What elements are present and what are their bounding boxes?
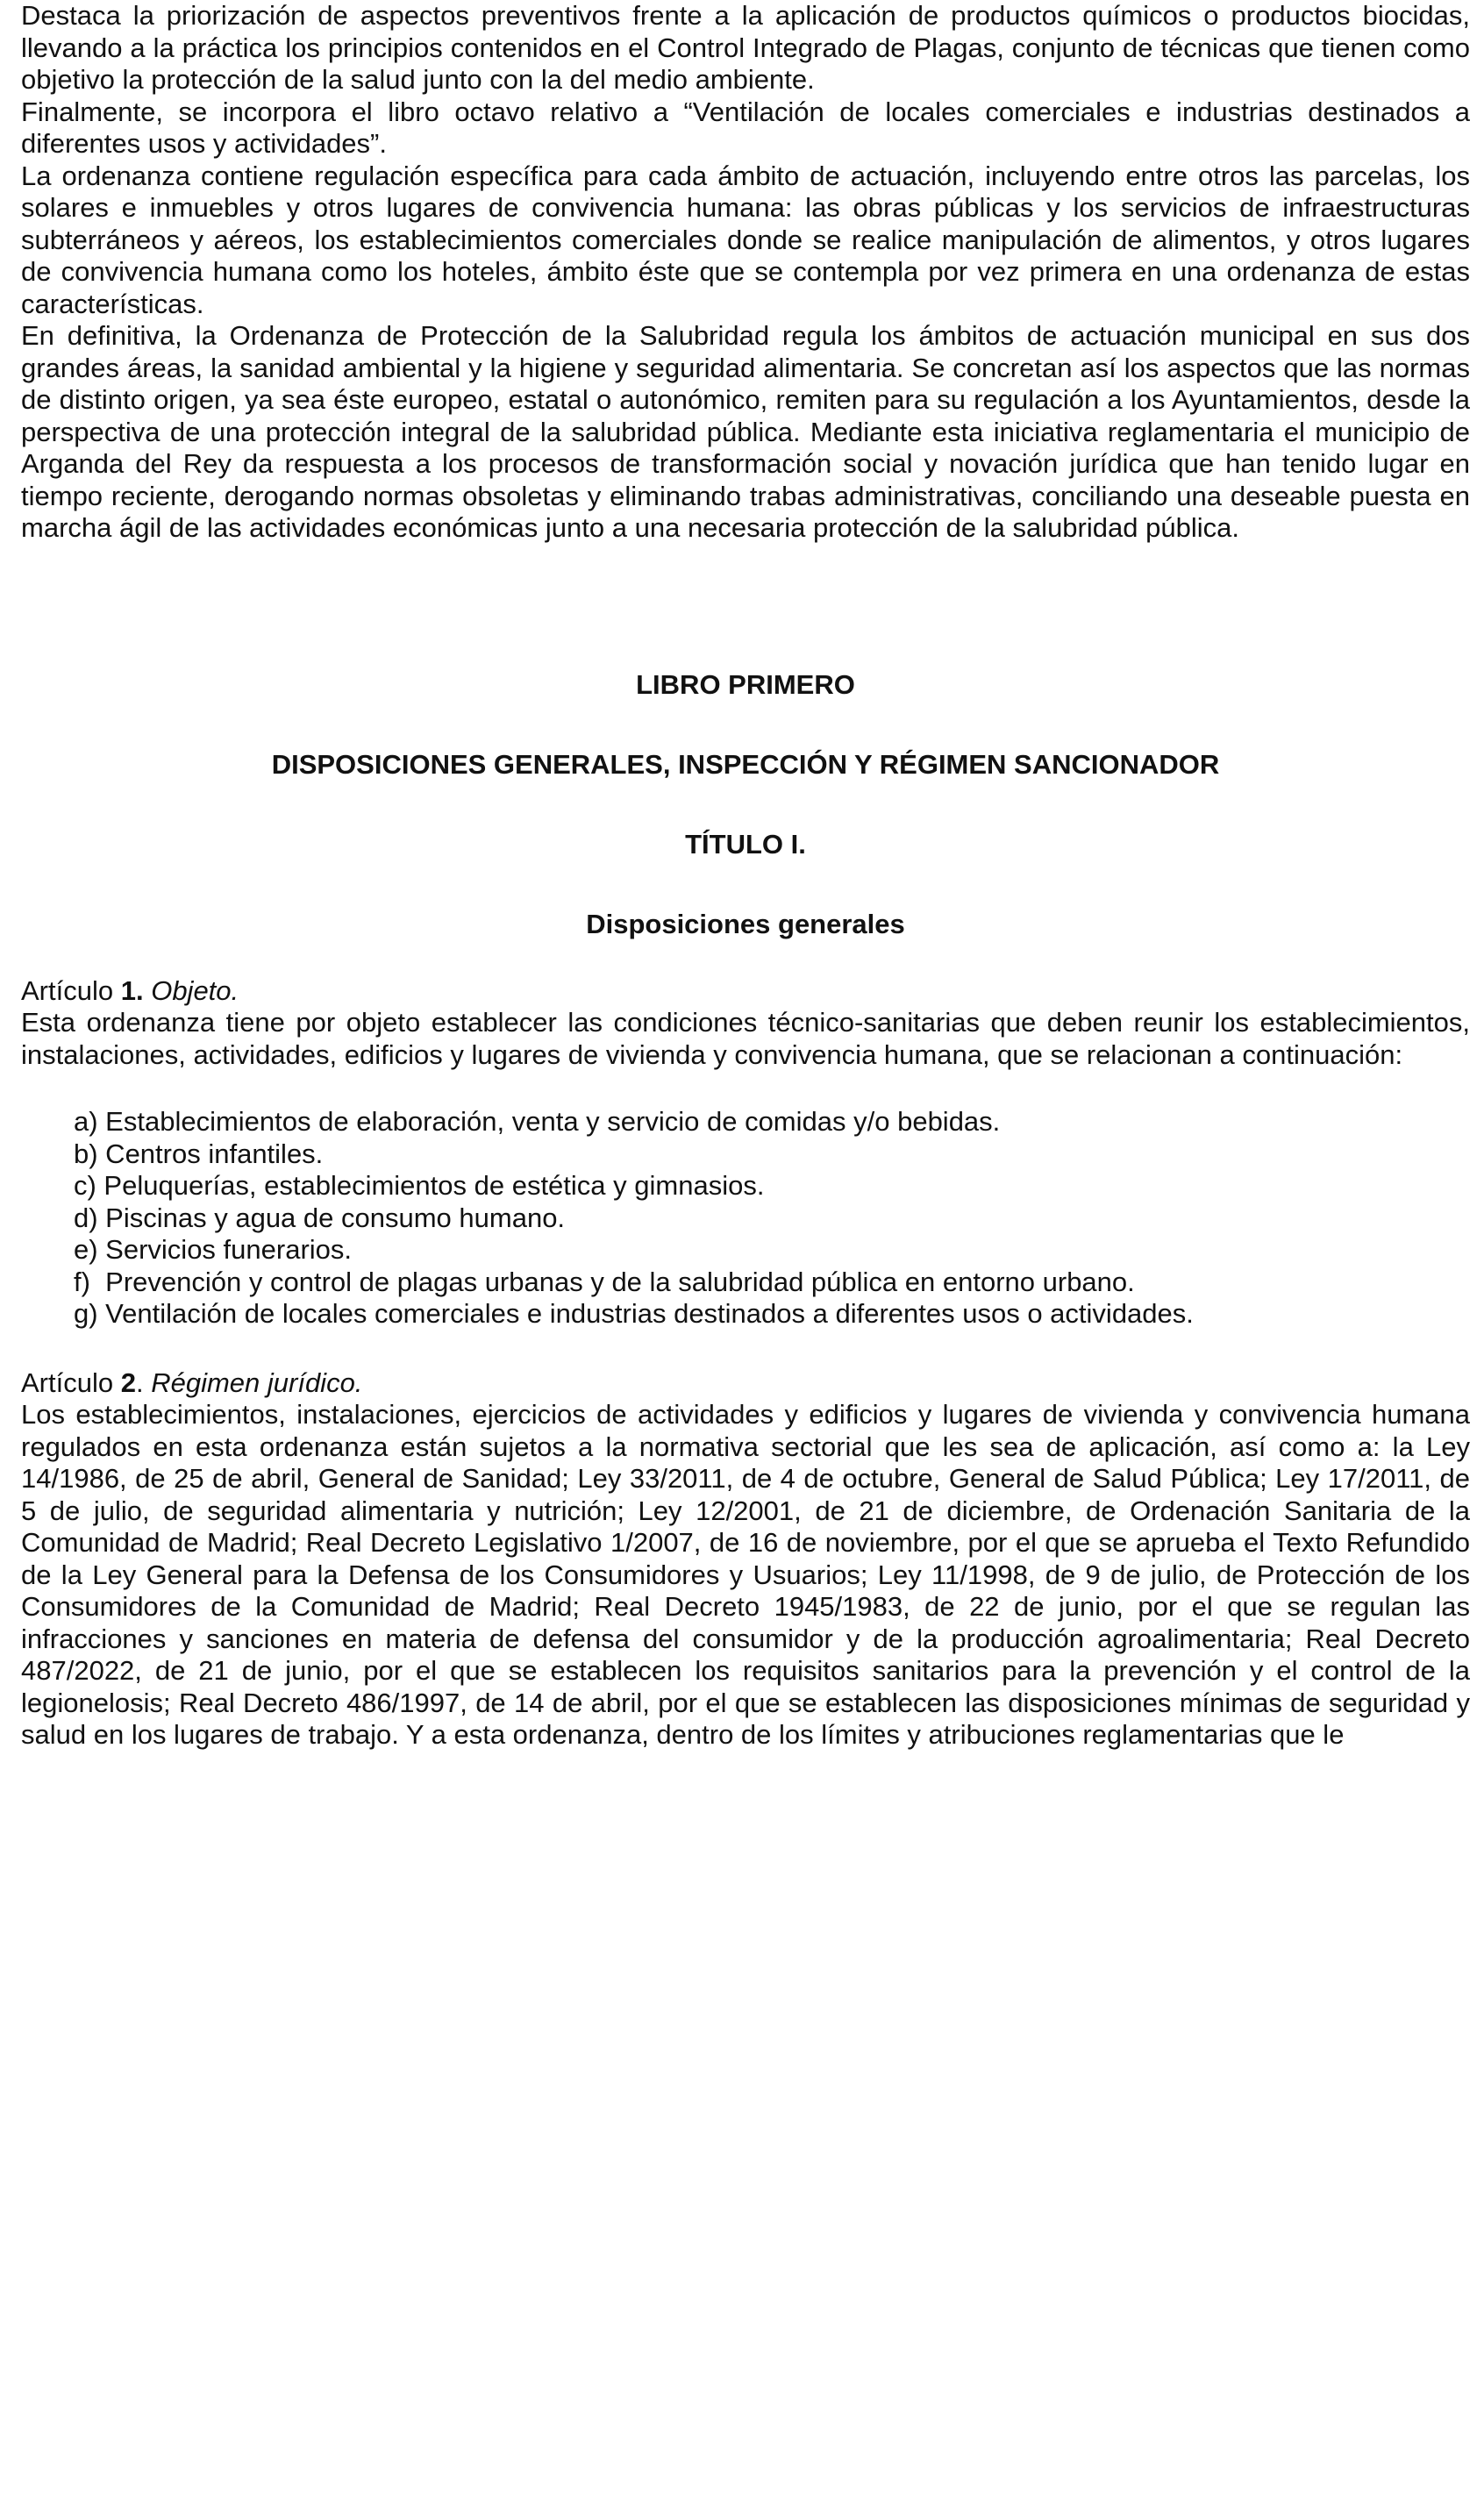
- article-2-body: Los establecimientos, instalaciones, ejercicios de actividades y edificios y lugares de vivienda y convivencia humana regulados en esta ordenanza están sujetos a la normativa sectorial que les sea de aplicación, así como a: la Ley 14/1986, de 25 de abril, General de Sanidad; Ley 33/2011, de 4 de octubre, General de Salud Pública; Ley 17/2011, de 5 de julio, de seguridad alimentaria y nutrición; Ley 12/2001, de 21 de diciembre, de Ordenación Sanitaria de la Comunidad de Madrid; Real Decreto Legislativo 1/2007, de 16 de noviembre, por el que se aprueba el Texto Refundido de la Ley General para la Defensa de los Consumidores y Usuarios; Ley 11/1998, de 9 de julio, de Protección de los Consumidores de la Comunidad de Madrid; Real Decreto 1945/1983, de 22 de junio, por el que se regulan las infracciones y sanciones en materia de defensa del consumidor y de la producción agroalimentaria; Real Decreto 487/2022, de 21 de junio, por el que se establecen los requisitos sanitarios para la prevención y el control de la legionelosis; Real Decreto 486/1997, de 14 de abril, por el que se establecen las disposiciones mínimas de seguridad y salud en los lugares de trabajo. Y a esta ordenanza, dentro de los límites y atribuciones reglamentarias que le: [21, 1399, 1470, 1750]
- list-item: a) Establecimientos de elaboración, venta y servicio de comidas y/o bebidas.: [74, 1106, 1001, 1137]
- article-2-number: 2: [120, 1367, 136, 1398]
- article-1-prefix: Artículo: [21, 974, 121, 1006]
- document-page: [21, 0, 1470, 1752]
- article-1-item-list: [21, 1106, 1470, 1331]
- article-1-title: [21, 975, 1470, 1008]
- article-1-number: 1.: [120, 974, 144, 1006]
- heading-disposiciones: DISPOSICIONES GENERALES, INSPECCIÓN Y RÉGIMEN SANCIONADOR: [271, 749, 1220, 780]
- list-item: f) Prevención y control de plagas urbanas y de la salubridad pública en entorno urbano.: [74, 1266, 1135, 1297]
- list-item: g) Ventilación de locales comerciales e industrias destinados a diferentes usos o actividades.: [74, 1298, 1194, 1329]
- article-2-prefix: Artículo: [21, 1367, 121, 1398]
- paragraph-scope-regulation: La ordenanza contiene regulación específica para cada ámbito de actuación, incluyendo entre otros las parcelas, los solares e inmuebles y otros lugares de convivencia humana: las obras públicas y los servicios de infraestructuras subterráneos y aéreos, los establecimientos comerciales donde se realice manipulación de alimentos, y otros lugares de convivencia humana como los hoteles, ámbito éste que se contempla por vez primera en una ordenanza de estas características.: [21, 160, 1470, 319]
- heading-libro-primero: LIBRO PRIMERO: [636, 668, 855, 700]
- article-2-separator: .: [135, 1367, 152, 1398]
- heading-disposiciones-generales: Disposiciones generales: [586, 909, 905, 939]
- list-item: e) Servicios funerarios.: [74, 1234, 353, 1265]
- paragraph-summary: En definitiva, la Ordenanza de Protección de la Salubridad regula los ámbitos de actuación municipal en sus dos grandes áreas, la sanidad ambiental y la higiene y seguridad alimentaria. Se concretan así los aspectos que las normas de distinto origen, ya sea éste europeo, estatal o autonómico, remiten para su regulación a los Ayuntamientos, desde la perspectiva de una protección integral de la salubridad pública. Mediante esta iniciativa reglamentaria el municipio de Arganda del Rey da respuesta a los procesos de transformación social y novación jurídica que han tenido lugar en tiempo reciente, derogando normas obsoletas y eliminando trabas administrativas, conciliando una deseable puesta en marcha ágil de las actividades económicas junto a una necesaria protección de la salubridad pública.: [21, 320, 1470, 543]
- article-2-name: Régimen jurídico.: [151, 1367, 363, 1398]
- paragraph-book-eight: Finalmente, se incorpora el libro octavo relativo a “Ventilación de locales comerciales e industrias destinados a diferentes usos y actividades”.: [21, 96, 1470, 159]
- article-1-intro: Esta ordenanza tiene por objeto establecer las condiciones técnico-sanitarias que deben reunir los establecimientos, instalaciones, actividades, edificios y lugares de vivienda y convivencia humana, que se relacionan a continuación:: [21, 1007, 1470, 1070]
- list-item: c) Peluquerías, establecimientos de estética y gimnasios.: [74, 1170, 765, 1201]
- paragraph-preventive-aspects: Destaca la priorización de aspectos preventivos frente a la aplicación de productos químicos o productos biocidas, llevando a la práctica los principios contenidos en el Control Integrado de Plagas, conjunto de técnicas que tienen como objetivo la protección de la salud junto con la del medio ambiente.: [21, 0, 1470, 95]
- list-item: d) Piscinas y agua de consumo humano.: [74, 1202, 566, 1233]
- article-2-title: [21, 1367, 1470, 1400]
- article-1-name: Objeto.: [151, 974, 239, 1006]
- heading-titulo-i: TÍTULO I.: [685, 828, 806, 860]
- list-item: b) Centros infantiles.: [74, 1138, 324, 1169]
